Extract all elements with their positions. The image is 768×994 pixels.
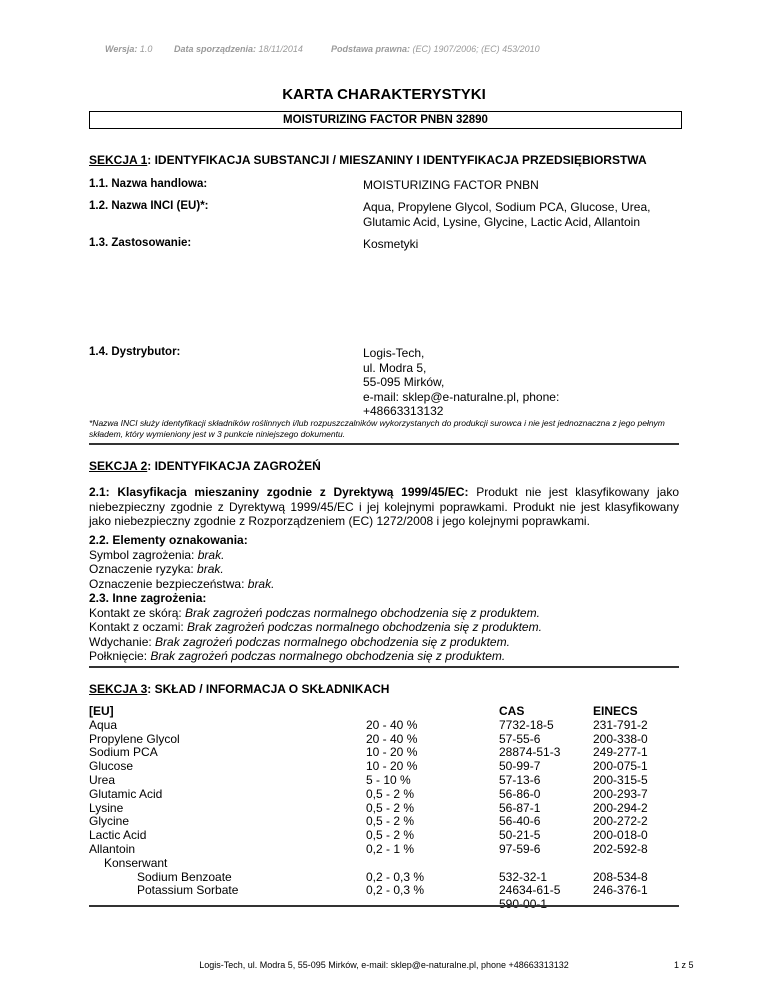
preservative-name: Sodium Benzoate bbox=[137, 869, 232, 884]
section3-title: : SKŁAD / INFORMACJA O SKŁADNIKACH bbox=[147, 682, 390, 696]
usage-line: Kosmetyki bbox=[363, 237, 419, 251]
preservative-name: Potassium Sorbate bbox=[137, 883, 239, 898]
eye-contact-value: Brak zagrożeń podczas normalnego obchodzenia się z produktem. bbox=[187, 620, 542, 635]
section1-number: SEKCJA 1 bbox=[89, 153, 148, 167]
ingredient-einecs: 200-293-7 bbox=[593, 786, 648, 801]
ingredient-cas: 50-21-5 bbox=[499, 828, 541, 843]
ingredient-cas: 56-86-0 bbox=[499, 786, 541, 801]
product-name-box: MOISTURIZING FACTOR PNBN 32890 bbox=[89, 111, 682, 129]
date-info bbox=[174, 44, 303, 54]
preservative-label: Konserwant bbox=[104, 855, 168, 870]
ingredient-percent: 20 - 40 % bbox=[366, 717, 418, 732]
ingredient-percent: 10 - 20 % bbox=[366, 759, 418, 774]
cas-header: CAS bbox=[499, 704, 525, 718]
ingredient-name: Urea bbox=[89, 772, 116, 787]
classification-heading: 2.1: Klasyfikacja mieszaniny zgodnie z Dyrektywą 1999/45/EC: bbox=[89, 485, 469, 499]
ingredient-einecs: 231-791-2 bbox=[593, 717, 648, 732]
classification-text: Produkt nie jest klasyfikowany jako niebezpieczny zgodnie z Dyrektywą 1999/45/EC i jej kolejnymi poprawkami. Produkt nie jest klasyfikowany jako niebezpieczny zgodnie z Rozporządzeniem (EC) 1272/2008 i jego kolejnymi poprawkami. bbox=[89, 485, 679, 529]
distributor-label: 1.4. Dystrybutor: bbox=[89, 346, 181, 358]
ingredient-cas: 50-99-7 bbox=[499, 759, 541, 774]
ingestion-label: Połknięcie: bbox=[89, 649, 151, 664]
ingredient-percent: 0,2 - 1 % bbox=[366, 841, 415, 856]
other-hazards-heading: 2.3. Inne zagrożenia: bbox=[89, 591, 207, 605]
ingredient-cas: 28874-51-3 bbox=[499, 745, 561, 760]
preservative-cas: 24634-61-5 bbox=[499, 883, 561, 898]
ingredient-cas: 7732-18-5 bbox=[499, 717, 554, 732]
risk-phrase-line bbox=[89, 562, 679, 577]
ingredient-name: Propylene Glycol bbox=[89, 731, 180, 746]
einecs-column bbox=[593, 705, 683, 898]
eye-contact-label: Kontakt z oczami: bbox=[89, 620, 188, 635]
section-divider bbox=[89, 443, 679, 445]
trade-name-value bbox=[363, 178, 539, 193]
version-info bbox=[105, 44, 152, 54]
ingredient-cas: 57-55-6 bbox=[499, 731, 541, 746]
trade-name-label: 1.1. Nazwa handlowa: bbox=[89, 178, 208, 190]
inhalation-value: Brak zagrożeń podczas normalnego obchodzenia się z produktem. bbox=[155, 634, 510, 649]
ingredient-percent: 10 - 20 % bbox=[366, 745, 418, 760]
ingredient-cas: 56-87-1 bbox=[499, 800, 541, 815]
ingredient-name: Lactic Acid bbox=[89, 828, 147, 843]
ingredient-name: Lysine bbox=[89, 800, 124, 815]
section3-heading bbox=[89, 682, 389, 696]
label-elements-heading: 2.2. Elementy oznakowania: bbox=[89, 533, 248, 547]
ingredient-percent: 20 - 40 % bbox=[366, 731, 418, 746]
ingredient-einecs: 202-592-8 bbox=[593, 841, 648, 856]
ingestion-value: Brak zagrożeń podczas normalnego obchodzenia się z produktem. bbox=[150, 649, 506, 664]
classification-paragraph bbox=[89, 485, 679, 529]
safety-phrase-label: Oznaczenie bezpieczeństwa: bbox=[89, 576, 248, 591]
hazard-symbol-line bbox=[89, 548, 679, 563]
ingredient-name: Glucose bbox=[89, 759, 134, 774]
risk-phrase-value: brak. bbox=[197, 562, 224, 577]
ingredient-cas: 56-40-6 bbox=[499, 814, 541, 829]
distributor-line: e-mail: sklep@e-naturalne.pl, phone: bbox=[363, 389, 560, 404]
usage-label: 1.3. Zastosowanie: bbox=[89, 237, 192, 249]
ingredient-cas: 97-59-6 bbox=[499, 841, 541, 856]
section1-heading bbox=[89, 153, 647, 167]
hazard-symbol-label: Symbol zagrożenia: bbox=[89, 547, 198, 562]
inci-line: Glutamic Acid, Lysine, Glycine, Lactic Acid, Allantoin bbox=[363, 214, 641, 229]
trade-name-line: MOISTURIZING FACTOR PNBN bbox=[363, 178, 539, 192]
ingredient-einecs: 200-018-0 bbox=[593, 828, 648, 843]
eu-header: [EU] bbox=[89, 704, 114, 718]
ingredient-percent: 0,5 - 2 % bbox=[366, 786, 415, 801]
preservative-percent: 0,2 - 0,3 % bbox=[366, 883, 425, 898]
inci-label: 1.2. Nazwa INCI (EU)*: bbox=[89, 200, 209, 212]
skin-contact-label: Kontakt ze skórą: bbox=[89, 605, 186, 620]
label-elements bbox=[89, 533, 679, 591]
date-value: 18/11/2014 bbox=[258, 44, 303, 54]
hazard-symbol-value: brak. bbox=[197, 547, 225, 562]
preservative-einecs: 246-376-1 bbox=[593, 883, 648, 898]
legal-label: Podstawa prawna: bbox=[331, 44, 411, 54]
ingredient-percent: 0,5 - 2 % bbox=[366, 800, 415, 815]
safety-phrase-value: brak. bbox=[247, 576, 275, 591]
preservative-cas: 532-32-1 bbox=[499, 869, 548, 884]
section2-title: : IDENTYFIKACJA ZAGROŻEŃ bbox=[147, 459, 321, 473]
page-footer: Logis-Tech, ul. Modra 5, 55-095 Mirków, e-mail: sklep@e-naturalne.pl, phone +48663313132 bbox=[199, 960, 569, 970]
ingredient-einecs: 200-294-2 bbox=[593, 800, 648, 815]
ingredient-name: Allantoin bbox=[89, 841, 136, 856]
skin-contact-line bbox=[89, 606, 679, 621]
inci-line: Aqua, Propylene Glycol, Sodium PCA, Glucose, Urea, bbox=[363, 200, 651, 214]
section1-title: : IDENTYFIKACJA SUBSTANCJI / MIESZANINY I IDENTYFIKACJA PRZEDSIĘBIORSTWA bbox=[147, 153, 647, 167]
distributor-line: +48663313132 bbox=[363, 404, 444, 418]
section2-number: SEKCJA 2 bbox=[89, 459, 148, 473]
eye-contact-line bbox=[89, 620, 679, 635]
ingredient-name: Glycine bbox=[89, 814, 130, 829]
cas-column bbox=[499, 705, 589, 912]
percentage-column bbox=[366, 705, 476, 898]
distributor-line: 55-095 Mirków, bbox=[363, 375, 445, 389]
ingredient-cas: 57-13-6 bbox=[499, 772, 541, 787]
risk-phrase-label: Oznaczenie ryzyka: bbox=[89, 562, 198, 577]
ingredient-name: Aqua bbox=[89, 717, 118, 732]
einecs-header: EINECS bbox=[593, 704, 638, 718]
page-number: 1 z 5 bbox=[674, 960, 694, 970]
ingredient-percent: 0,5 - 2 % bbox=[366, 828, 415, 843]
other-hazards bbox=[89, 591, 679, 664]
ingredient-percent: 0,5 - 2 % bbox=[366, 814, 415, 829]
version-value: 1.0 bbox=[139, 44, 153, 54]
section2-heading bbox=[89, 459, 321, 473]
section3-number: SEKCJA 3 bbox=[89, 682, 148, 696]
preservative-percent: 0,2 - 0,3 % bbox=[366, 869, 425, 884]
version-label: Wersja: bbox=[105, 44, 138, 54]
ingredient-einecs: 200-075-1 bbox=[593, 759, 648, 774]
inci-value bbox=[363, 200, 650, 229]
date-label: Data sporządzenia: bbox=[174, 44, 257, 54]
ingredient-name-column bbox=[89, 705, 339, 898]
legal-info bbox=[331, 44, 540, 54]
ingestion-line bbox=[89, 649, 679, 664]
ingredient-einecs: 249-277-1 bbox=[593, 745, 648, 760]
ingredient-name: Sodium PCA bbox=[89, 745, 158, 760]
distributor-value bbox=[363, 346, 559, 419]
legal-value: (EC) 1907/2006; (EC) 453/2010 bbox=[412, 44, 540, 54]
section-divider bbox=[89, 666, 679, 668]
ingredient-einecs: 200-272-2 bbox=[593, 814, 648, 829]
ingredient-einecs: 200-338-0 bbox=[593, 731, 648, 746]
document-title: KARTA CHARAKTERYSTYKI bbox=[282, 86, 486, 103]
preservative-einecs: 208-534-8 bbox=[593, 869, 648, 884]
skin-contact-value: Brak zagrożeń podczas normalnego obchodzenia się z produktem. bbox=[185, 605, 540, 620]
distributor-line: ul. Modra 5, bbox=[363, 360, 427, 375]
inhalation-label: Wdychanie: bbox=[89, 634, 156, 649]
usage-value bbox=[363, 237, 418, 252]
ingredient-name: Glutamic Acid bbox=[89, 786, 163, 801]
inhalation-line bbox=[89, 635, 679, 650]
safety-phrase-line bbox=[89, 577, 679, 592]
distributor-line: Logis-Tech, bbox=[363, 346, 425, 360]
ingredient-einecs: 200-315-5 bbox=[593, 772, 648, 787]
section-divider bbox=[89, 905, 679, 907]
inci-footnote: *Nazwa INCI służy identyfikacji składników roślinnych i/lub rozpuszczalników wykorzystanych do produkcji surowca i nie jest jednoznaczna z jego pełnym składem, który wymieniony jest w 3 punkcie niniejszego dokumentu. bbox=[89, 418, 665, 439]
ingredient-percent: 5 - 10 % bbox=[366, 772, 411, 787]
